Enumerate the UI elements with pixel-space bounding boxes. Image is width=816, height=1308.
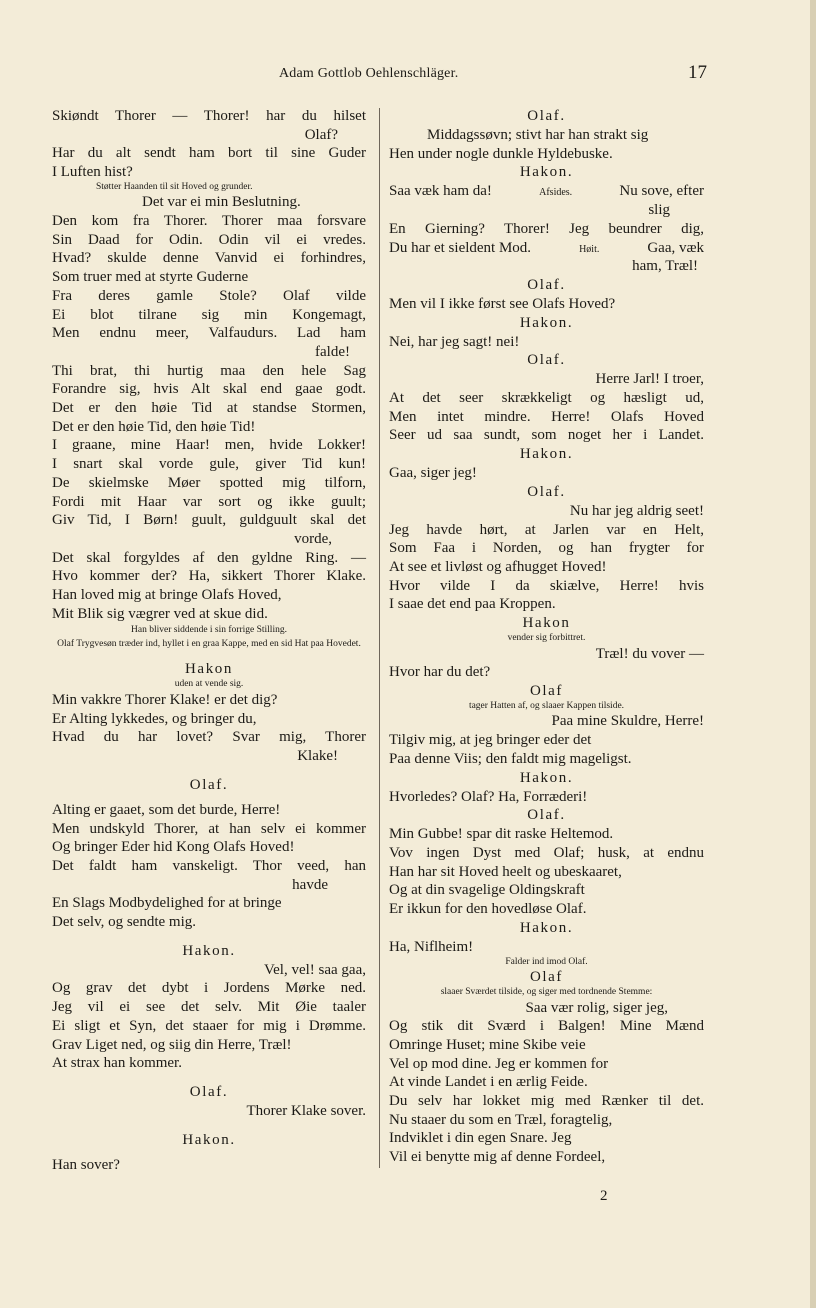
verse-line: En Gierning? Thorer! Jeg beundrer dig, — [389, 220, 704, 237]
verse-text: Du har et sieldent Mod. — [389, 239, 532, 256]
verse-line: Tilgiv mig, at jeg bringer eder det — [389, 732, 592, 749]
verse-line: Thi brat, thi hurtig maa den hele Sag — [52, 362, 366, 379]
page-header — [0, 62, 816, 90]
speaker-name: Olaf. — [527, 352, 566, 369]
verse-line: slig — [648, 202, 670, 219]
verse-line: Fra deres gamle Stole? Olaf vilde — [52, 287, 366, 304]
verse-line: Hvorledes? Olaf? Ha, Forræderi! — [389, 788, 588, 805]
verse-line: Men endnu meer, Valfaudurs. Lad ham — [52, 325, 366, 342]
speaker-name: Olaf. — [189, 776, 229, 793]
speaker-name: Hakon — [522, 615, 571, 632]
verse-line: Grav Liget ned, og siig din Herre, Træl! — [52, 1036, 292, 1053]
verse-line: falde! — [315, 343, 350, 360]
verse-line: Min vakkre Thorer Klake! er det dig? — [52, 691, 278, 708]
verse-line: Jeg havde hørt, at Jarlen var en Helt, — [389, 521, 704, 538]
verse-line: Fordi mit Haar var sort og ikke guult; — [52, 493, 366, 510]
verse-line: Alting er gaaet, som det burde, Herre! — [52, 801, 281, 818]
verse-line: Ei sligt et Syn, det staaer for mig i Drømme. — [52, 1017, 366, 1034]
verse-line: Han sover? — [52, 1156, 120, 1173]
verse-line: Er Alting lykkedes, og bringer du, — [52, 710, 257, 727]
verse-line: At see et livløst og afhugget Hoved! — [389, 558, 607, 575]
verse-line: Hvor vilde I da skiælve, Herre! hvis — [389, 577, 704, 594]
verse-line: Hvo kommer der? Ha, sikkert Thorer Klake. — [52, 568, 366, 585]
verse-line: Hen under nogle dunkle Hyldebuske. — [389, 145, 613, 162]
speaker-name: Hakon. — [519, 919, 574, 936]
verse-line: Giv Tid, I Børn! guult, guldguult skal det — [52, 512, 366, 529]
verse-line: Og stik dit Sværd i Balgen! Mine Mænd — [389, 1018, 704, 1035]
verse-line: Men vil I ikke først see Olafs Hoved? — [389, 295, 616, 312]
verse-line: Det selv, og sendte mig. — [52, 914, 197, 931]
verse-line: Klake! — [297, 748, 338, 765]
speaker-name: Olaf. — [527, 807, 566, 824]
verse-line: Ei blot tilrane sig min Kongemagt, — [52, 306, 366, 323]
verse-line: Er ikkun for den hovedløse Olaf. — [389, 901, 587, 918]
verse-text: Saa væk ham da! — [389, 183, 492, 200]
column-divider — [379, 108, 380, 1168]
speaker-name: Olaf. — [189, 1083, 229, 1100]
verse-line: Træl! du vover — — [595, 645, 704, 662]
verse-line: Men undskyld Thorer, at han selv ei kommer — [52, 820, 366, 837]
stage-direction: vender sig forbittret. — [507, 633, 586, 644]
verse-text: Gaa, væk — [647, 239, 704, 256]
verse-line: Det er den høie Tid at standse Stormen, — [52, 400, 366, 417]
stage-direction: Høit. — [579, 243, 600, 255]
verse-line: Gaa, siger jeg! — [389, 465, 477, 482]
stage-direction: Støtter Haanden til sit Hoved og grunder. — [96, 181, 253, 192]
verse-line: Hvor har du det? — [389, 664, 491, 681]
verse-line: Men intet mindre. Herre! Olafs Hoved — [389, 408, 704, 425]
verse-line: I Luften hist? — [52, 164, 133, 181]
speaker-name: Olaf. — [527, 276, 566, 293]
verse-line: At strax han kommer. — [52, 1055, 182, 1072]
speaker-name: Hakon. — [519, 314, 574, 331]
verse-line: I saae det end paa Kroppen. — [389, 596, 556, 613]
verse-line: Vil ei benytte mig af denne Fordeel, — [389, 1149, 606, 1166]
page-number: 17 — [688, 62, 707, 83]
verse-line: Og bringer Eder hid Kong Olafs Hoved! — [52, 839, 295, 856]
verse-line: Som truer med at styrte Guderne — [52, 269, 249, 286]
speaker-name: Olaf — [529, 682, 564, 699]
stage-direction: tager Hatten af, og slaaer Kappen tilside. — [468, 700, 625, 711]
stage-direction: Han bliver siddende i sin forrige Stilling. — [131, 625, 287, 636]
verse-line: Det skal forgyldes af den gyldne Ring. — — [52, 549, 366, 566]
speaker-name: Olaf — [529, 969, 564, 985]
verse-line: Jeg vil ei see det selv. Mit Øie taaler — [52, 999, 366, 1016]
verse-line: Vel, vel! saa gaa, — [263, 961, 366, 978]
verse-line: Paa denne Viis; den faldt mig mageligst. — [389, 750, 632, 767]
verse-line: Hvad? skulde denne Vanvid ei forhindres, — [52, 250, 366, 267]
verse-line: havde — [292, 876, 328, 893]
verse-line: Nei, har jeg sagt! nei! — [389, 333, 520, 350]
speaker-name: Hakon. — [519, 164, 574, 181]
verse-line: Ha, Niflheim! — [389, 938, 474, 955]
left-column — [52, 107, 366, 1174]
verse-line: Indviklet i din egen Snare. Jeg — [389, 1130, 572, 1147]
stage-direction: Falder ind imod Olaf. — [505, 956, 588, 967]
verse-line: Sin Daad for Odin. Odin vil ei vredes. — [52, 231, 366, 248]
speaker-name: Olaf. — [527, 108, 566, 124]
speaker-name: Hakon. — [182, 1131, 236, 1148]
speaker-name: Olaf. — [527, 483, 566, 500]
signature-mark: 2 — [600, 1188, 608, 1204]
verse-line: Saa vær rolig, siger jeg, — [525, 999, 668, 1016]
verse-line — [389, 182, 704, 201]
verse-line: At det seer skrækkeligt og hæsligt ud, — [389, 390, 704, 407]
verse-line: Vel op mod dine. Jeg er kommen for — [389, 1055, 609, 1072]
verse-line: Skiøndt Thorer — Thorer! har du hilset — [52, 108, 366, 124]
verse-line: En Slags Modbydelighed for at bringe — [52, 895, 282, 912]
verse-line: Og at din svagelige Oldingskraft — [389, 882, 585, 899]
speaker-name: Hakon. — [519, 446, 574, 463]
verse-line: Det var ei min Beslutning. — [142, 194, 301, 211]
verse-text: Nu sove, efter — [619, 183, 704, 200]
verse-line: Har du alt sendt ham bort til sine Guder — [52, 145, 366, 162]
verse-line: I snart skal vorde gule, giver Tid kun! — [52, 456, 366, 473]
speaker-name: Hakon. — [182, 942, 236, 959]
verse-line: I graane, mine Haar! men, hvide Lokker! — [52, 437, 366, 454]
verse-line: Det er den høie Tid, den høie Tid! — [52, 418, 256, 435]
verse-line: Og grav det dybt i Jordens Mørke ned. — [52, 980, 366, 997]
verse-line: Mit Blik sig vægrer ved at skue did. — [52, 605, 268, 622]
verse-line: Nu har jeg aldrig seet! — [569, 502, 704, 519]
verse-line: Olaf? — [304, 126, 338, 143]
running-title: Adam Gottlob Oehlenschläger. — [279, 66, 459, 81]
stage-direction: Olaf Trygvesøn træder ind, hyllet i en graa Kappe, med en sid Hat paa Hovedet. — [57, 638, 361, 649]
verse-line: Nu staaer du som en Træl, foragtelig, — [389, 1111, 613, 1128]
verse-line: Han loved mig at bringe Olafs Hoved, — [52, 587, 282, 604]
verse-line: Vov ingen Dyst med Olaf; husk, at endnu — [389, 844, 704, 861]
verse-line: Det faldt ham vanskeligt. Thor veed, han — [52, 857, 366, 874]
verse-line: Han har sit Hoved heelt og ubeskaaret, — [389, 863, 622, 880]
page-edge — [810, 0, 816, 1308]
right-column — [389, 107, 704, 1167]
verse-line: De skielmske Møer spotted mig tilforn, — [52, 474, 366, 491]
verse-line: Thorer Klake sover. — [246, 1102, 366, 1119]
stage-direction: slaaer Sværdet tilside, og siger med tordnende Stemme: — [440, 987, 653, 997]
verse-line: Herre Jarl! I troer, — [595, 371, 704, 388]
verse-line: Forandre sig, hvis Alt skal end gaae godt. — [52, 381, 366, 398]
verse-line: ham, Træl! — [632, 258, 698, 275]
verse-line — [389, 239, 704, 258]
stage-direction: Afsides. — [539, 187, 573, 199]
verse-line: Middagssøvn; stivt har han strakt sig — [427, 127, 649, 143]
verse-line: vorde, — [294, 530, 332, 547]
verse-line: Min Gubbe! spar dit raske Heltemod. — [389, 826, 614, 843]
verse-line: Paa mine Skuldre, Herre! — [551, 713, 704, 730]
stage-direction: uden at vende sig. — [174, 679, 244, 690]
verse-line: Du selv har lokket mig med Rænker til det. — [389, 1093, 704, 1110]
verse-line: Omringe Huset; mine Skibe veie — [389, 1036, 586, 1053]
verse-line: Hvad du har lovet? Svar mig, Thorer — [52, 729, 366, 746]
verse-line: Den kom fra Thorer. Thorer maa forsvare — [52, 213, 366, 230]
verse-line: Seer ud saa sundt, som noget her i Landet. — [389, 427, 704, 444]
verse-line: At vinde Landet i en ærlig Feide. — [389, 1074, 588, 1091]
verse-line: Som Faa i Norden, og han frygter for — [389, 540, 704, 557]
speaker-name: Hakon. — [519, 769, 574, 786]
speaker-name: Hakon — [185, 661, 233, 678]
